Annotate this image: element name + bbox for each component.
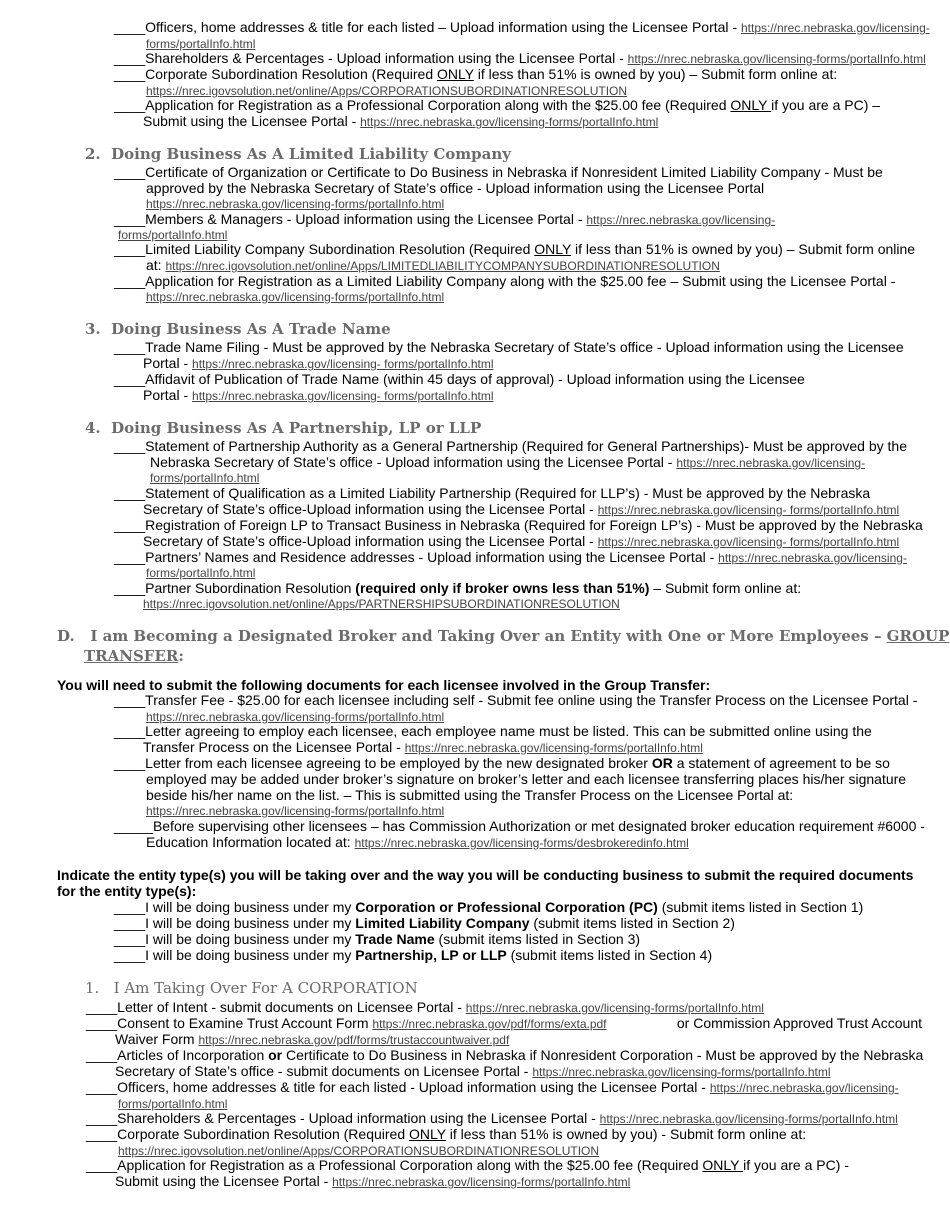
portal-link[interactable]: https://nrec.nebraska.gov/licensing-forms/portalInfo.html <box>360 115 659 129</box>
portal-link[interactable]: https://nrec.nebraska.gov/licensing-forms/portalInfo.html <box>146 710 445 724</box>
portal-link[interactable]: https://nrec.nebraska.gov/licensing- forms/portalInfo.html <box>597 503 900 517</box>
portal-link[interactable]: https://nrec.nebraska.gov/licensing-forms/portalInfo.html <box>146 290 445 304</box>
trade-affidavit-item: ____Affidavit of Publication of Trade Name (within 45 days of approval) - Upload information using the Licensee <box>114 371 805 387</box>
takeover-pc-app-item: ____Application for Registration as a Professional Corporation along with the $25.00 fee (Required ONLY if you are a PC) - <box>86 1157 849 1173</box>
llc-cert-item: ____Certificate of Organization or Certificate to Do Business in Nebraska if Nonresident Limited Liability Company - Must be <box>114 164 883 180</box>
pc-app-item: ____Application for Registration as a Professional Corporation along with the $25.00 fee (Required ONLY if you are a PC) – <box>114 97 881 113</box>
partner-sub-link[interactable]: https://nrec.igovsolution.net/online/Apps/PARTNERSHIPSUBORDINATIONRESOLUTION <box>143 597 620 611</box>
partnership-foreign-item-cont: Secretary of State’s office-Upload information using the Licensee Portal - https://nrec.nebraska.gov/licensing- forms/portalInfo.html <box>143 533 900 549</box>
section-d-heading: D. I am Becoming a Designated Broker and Taking Over an Entity with One or More Employees – GROUP <box>57 627 950 645</box>
partners-names-item-cont <box>146 564 255 581</box>
exta-link[interactable]: https://nrec.nebraska.gov/pdf/forms/exta.pdf <box>372 1017 607 1031</box>
portal-link[interactable]: https://nrec.nebraska.gov/licensing-forms/portalInfo.html <box>627 52 926 66</box>
employ-letter-item: ____Letter agreeing to employ each licensee, each employee name must be listed. This can be submitted online using the <box>114 723 872 739</box>
partnership-qual-item: ____Statement of Qualification as a Limited Liability Partnership (Required for LLP’s) - Must be approved by the Nebraska <box>114 485 871 501</box>
portal-link[interactable]: https://nrec.nebraska.gov/licensing- <box>740 21 930 35</box>
portal-link[interactable]: https://nrec.nebraska.gov/licensing- forms/portalInfo.html <box>597 535 900 549</box>
portal-link[interactable]: https://nrec.nebraska.gov/licensing-forms/portalInfo.html <box>332 1175 631 1189</box>
portal-link[interactable]: https://nrec.nebraska.gov/licensing- <box>586 213 776 227</box>
articles-item: ____Articles of Incorporation or Certificate to Do Business in Nebraska if Nonresident Corporation - Must be approved by the Nebraska <box>86 1047 924 1063</box>
llc-sub-item: ____Limited Liability Company Subordination Resolution (Required ONLY if less than 51% is owned by you) – Submit form online <box>114 241 916 257</box>
llc-app-link-line <box>146 288 444 305</box>
partner-sub-link-line <box>143 595 620 612</box>
employ-letter-item-cont: Transfer Process on the Licensee Portal - https://nrec.nebraska.gov/licensing-forms/portalInfo.html <box>143 739 703 755</box>
takeover-pc-app-item-cont: Submit using the Licensee Portal - https://nrec.nebraska.gov/licensing-forms/portalInfo.html <box>115 1173 631 1189</box>
officers-item: ____Officers, home addresses & title for each listed – Upload information using the Licensee Portal - https://nrec.nebraska.gov/licensing- <box>114 19 930 35</box>
portal-link[interactable]: forms/portalInfo.html <box>150 471 260 485</box>
shareholders-item: ____Shareholders & Percentages - Upload information using the Licensee Portal - https://nrec.nebraska.gov/licensing-forms/portalInfo.html <box>114 50 926 66</box>
partnership-stmt-link-line <box>150 469 259 486</box>
articles-item-cont: Secretary of State’s office - submit documents on Licensee Portal - https://nrec.nebraska.gov/licensing-forms/portalInfo.html <box>115 1063 831 1079</box>
llc-heading: 2. Doing Business As A Limited Liability Company <box>85 145 511 163</box>
portal-link[interactable]: https://nrec.nebraska.gov/licensing-forms/portalInfo.html <box>532 1065 831 1079</box>
portal-link[interactable]: https://nrec.nebraska.gov/licensing-forms/portalInfo.html <box>146 804 445 818</box>
partners-names-item: ____Partners’ Names and Residence addresses - Upload information using the Licensee Portal - https://nrec.nebraska.gov/licensing- <box>114 549 907 565</box>
portal-link[interactable]: https://nrec.nebraska.gov/licensing-forms/portalInfo.html <box>146 197 445 211</box>
portal-link[interactable]: https://nrec.nebraska.gov/licensing- forms/portalInfo.html <box>192 389 494 403</box>
option-partnership: ____I will be doing business under my Partnership, LP or LLP (submit items listed in Section 4) <box>114 947 713 963</box>
corp-sub-item: ____Corporate Subordination Resolution (Required ONLY if less than 51% is owned by you) – Submit form online at: <box>114 66 838 82</box>
partnership-stmt-item: ____Statement of Partnership Authority as a General Partnership (Required for General Partnerships)- Must be approved by the <box>114 438 907 454</box>
partnership-stmt-item-cont: Nebraska Secretary of State’s office - Upload information using the Licensee Portal - https://nrec.nebraska.gov/licensing- <box>150 454 866 470</box>
transfer-fee-item: ____Transfer Fee - $25.00 for each licensee including self - Submit fee online using the Transfer Process on the Licensee Portal - <box>114 692 918 708</box>
portal-link[interactable]: forms/portalInfo.html <box>118 1097 228 1111</box>
llc-sub-link-line: at: https://nrec.igovsolution.net/online/Apps/LIMITEDLIABILITYCOMPANYSUBORDINATIONRESOLUTION <box>146 257 720 273</box>
indicate-instruction: Indicate the entity type(s) you will be taking over and the way you will be conducting business to submit the required documents <box>57 867 914 883</box>
pc-app-item-cont: Submit using the Licensee Portal - https://nrec.nebraska.gov/licensing-forms/portalInfo.html <box>143 113 659 129</box>
trade-heading: 3. Doing Business As A Trade Name <box>85 320 391 338</box>
portal-link[interactable]: https://nrec.nebraska.gov/licensing-forms/portalInfo.html <box>599 1112 898 1126</box>
takeover-shareholders-item: ____Shareholders & Percentages - Upload information using the Licensee Portal - https://nrec.nebraska.gov/licensing-forms/portalInfo.html <box>86 1110 898 1126</box>
desbroker-link[interactable]: https://nrec.nebraska.gov/licensing-forms/desbrokeredinfo.html <box>354 836 689 850</box>
indicate-instruction-cont: for the entity type(s): <box>57 883 197 899</box>
partnership-heading: 4. Doing Business As A Partnership, LP or LLP <box>85 419 482 437</box>
partner-sub-item: ____Partner Subordination Resolution (required only if broker owns less than 51%) – Submit form online at: <box>114 580 802 596</box>
takeover-sub-item: ____Corporate Subordination Resolution (Required ONLY if less than 51% is owned by you) - Submit form online at: <box>86 1126 807 1142</box>
partnership-foreign-item: ____Registration of Foreign LP to Transact Business in Nebraska (Required for Foreign LP’s) - Must be approved by the Nebraska <box>114 517 923 533</box>
takeover-officers-item: ____Officers, home addresses & title for each listed - Upload information using the Licensee Portal - https://nrec.nebraska.gov/licensing- <box>86 1079 899 1095</box>
each-licensee-item: ____Letter from each licensee agreeing to be employed by the new designated broker OR a statement of agreement to be so <box>114 755 890 771</box>
llc-sub-link[interactable]: https://nrec.igovsolution.net/online/Apps/LIMITEDLIABILITYCOMPANYSUBORDINATIONRESOLUTION <box>165 259 720 273</box>
portal-link[interactable]: forms/portalInfo.html <box>118 228 228 242</box>
llc-cert-link-line <box>146 195 444 212</box>
portal-link[interactable]: https://nrec.nebraska.gov/licensing-forms/portalInfo.html <box>404 741 703 755</box>
supervise-item: _____Before supervising other licensees – has Commission Authorization or met designated broker education requirement #6000 - <box>114 818 925 834</box>
consent-item-cont: Waiver Form https://nrec.nebraska.gov/pdf/forms/trustaccountwaiver.pdf <box>115 1031 510 1047</box>
portal-link[interactable]: https://nrec.nebraska.gov/licensing- forms/portalInfo.html <box>192 357 494 371</box>
option-trade-name: ____I will be doing business under my Trade Name (submit items listed in Section 3) <box>114 931 641 947</box>
each-licensee-link-line <box>146 802 444 819</box>
trustwaiver-link[interactable]: https://nrec.nebraska.gov/pdf/forms/trustaccountwaiver.pdf <box>198 1033 510 1047</box>
portal-link[interactable]: https://nrec.nebraska.gov/licensing-forms/portalInfo.html <box>465 1001 764 1015</box>
section-d-heading-cont: TRANSFER: <box>84 647 184 665</box>
portal-link[interactable]: forms/portalInfo.html <box>146 37 256 51</box>
supervise-item-cont: Education Information located at: https://nrec.nebraska.gov/licensing-forms/desbrokeredinfo.html <box>146 834 689 850</box>
corp-sub-link[interactable]: https://nrec.igovsolution.net/online/Apps/CORPORATIONSUBORDINATIONRESOLUTION <box>118 1144 600 1158</box>
portal-link[interactable]: https://nrec.nebraska.gov/licensing- <box>709 1081 899 1095</box>
llc-members-item: ____Members & Managers - Upload information using the Licensee Portal - https://nrec.nebraska.gov/licensing- <box>114 211 776 227</box>
consent-item: ____Consent to Examine Trust Account Form https://nrec.nebraska.gov/pdf/forms/exta.pdf or Commission Approved Trust Account <box>86 1015 922 1031</box>
llc-cert-item-cont: approved by the Nebraska Secretary of State’s office - Upload information using the Licensee Portal <box>146 180 765 196</box>
llc-app-item: ____Application for Registration as a Limited Liability Company along with the $25.00 fee – Submit using the Licensee Portal - <box>114 273 896 289</box>
each-licensee-item-cont2: beside his/her name on the list. – This is submitted using the Transfer Process on the Licensee Portal at: <box>146 787 794 803</box>
portal-link[interactable]: forms/portalInfo.html <box>146 566 256 580</box>
portal-link[interactable]: https://nrec.nebraska.gov/licensing- <box>718 551 907 565</box>
group-transfer-intro: You will need to submit the following documents for each licensee involved in the Group Transfer: <box>57 677 711 693</box>
trade-affidavit-item-cont: Portal - https://nrec.nebraska.gov/licensing- forms/portalInfo.html <box>143 387 494 403</box>
corp-sub-link[interactable]: https://nrec.igovsolution.net/online/Apps/CORPORATIONSUBORDINATIONRESOLUTION <box>146 84 628 98</box>
option-llc: ____I will be doing business under my Limited Liability Company (submit items listed in Section 2) <box>114 915 735 931</box>
option-corporation: ____I will be doing business under my Corporation or Professional Corporation (PC) (submit items listed in Section 1) <box>114 899 864 915</box>
portal-link[interactable]: https://nrec.nebraska.gov/licensing- <box>676 456 866 470</box>
takeover-heading: 1. I Am Taking Over For A CORPORATION <box>85 979 418 997</box>
intent-item: ____Letter of Intent - submit documents on Licensee Portal - https://nrec.nebraska.gov/licensing-forms/portalInfo.html <box>86 999 764 1015</box>
partnership-qual-item-cont: Secretary of State’s office-Upload information using the Licensee Portal - https://nrec.nebraska.gov/licensing- forms/portalInfo.html <box>143 501 900 517</box>
each-licensee-item-cont1: employed may be added under broker’s signature on broker’s letter and each licensee transferring places his/her signature <box>146 771 907 787</box>
trade-filing-item: ____Trade Name Filing - Must be approved by the Nebraska Secretary of State’s office - Upload information using the Licensee <box>114 339 904 355</box>
trade-filing-item-cont: Portal - https://nrec.nebraska.gov/licensing- forms/portalInfo.html <box>143 355 494 371</box>
